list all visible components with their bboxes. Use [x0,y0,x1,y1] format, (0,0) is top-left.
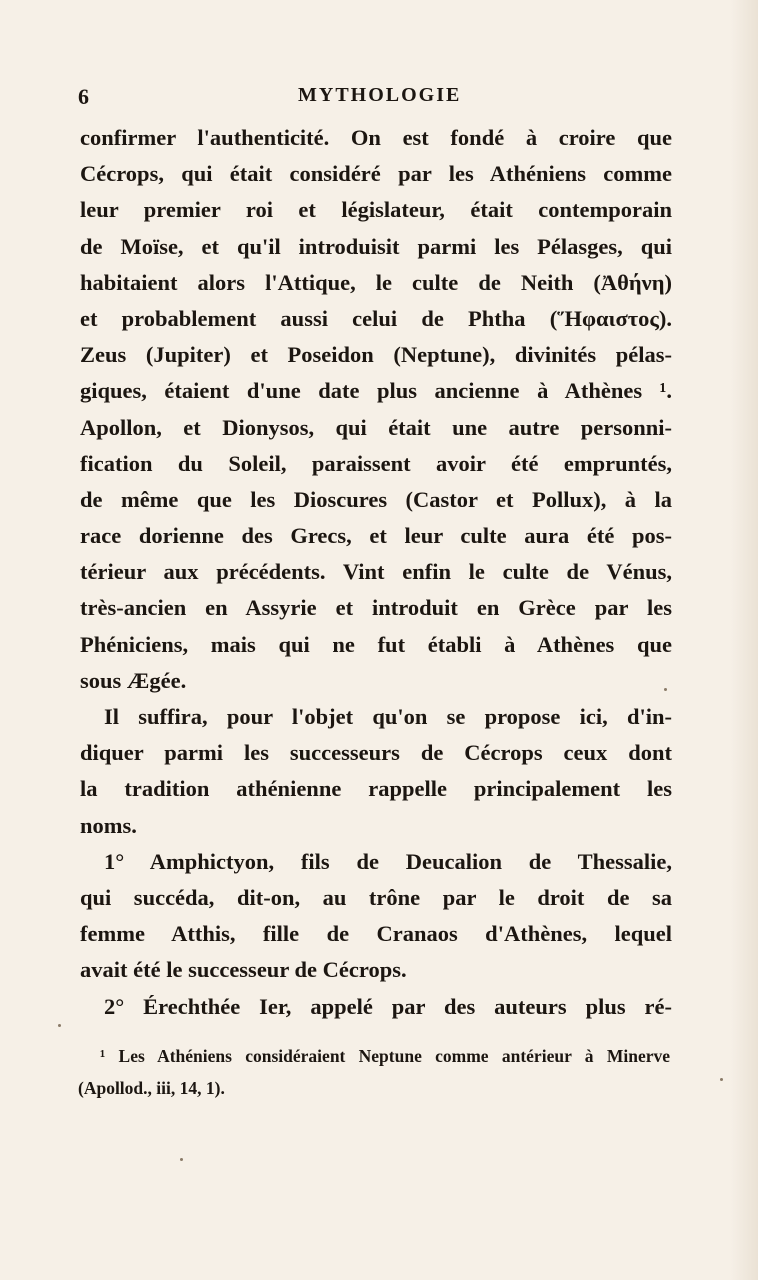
text-line: sous Ægée. [80,667,187,693]
text-line: de Moïse, et qu'il introduisit parmi les Pélasges, qui [80,233,672,259]
text-line: confirmer l'authenticité. On est fondé à croire que [80,125,672,150]
footnote-line: (Apollod., iii, 14, 1). [78,1078,225,1098]
page-number: 6 [78,84,90,109]
text-line: leur premier roi et législateur, était contemporain [80,197,672,223]
footnote-line: ¹ Les Athéniens considéraient Neptune comme antérieur à Minerve [100,1046,670,1066]
text-line: la tradition athénienne rappelle principalement les [80,776,672,802]
paper-speck [180,1158,183,1161]
text-line: 1° Amphictyon, fils de Deucalion de Thessalie, [104,848,672,874]
text-line: Cécrops, qui était considéré par les Athéniens comme [80,161,672,187]
footnote [78,1040,670,1104]
text-line: avait été le successeur de Cécrops. [80,957,407,983]
running-title: MYTHOLOGIE [298,84,462,106]
text-line: femme Atthis, fille de Cranaos d'Athènes, lequel [80,921,672,947]
text-line: diquer parmi les successeurs de Cécrops ceux dont [80,740,672,766]
text-line: 2° Érechthée Ier, appelé par des auteurs plus ré- [104,993,672,1019]
text-line: giques, étaient d'une date plus ancienne à Athènes ¹. [80,378,672,404]
text-line: térieur aux précédents. Vint enfin le culte de Vénus, [80,559,672,585]
text-line: qui succéda, dit-on, au trône par le droit de sa [80,884,672,910]
text-line: très-ancien en Assyrie et introduit en Grèce par les [80,595,672,621]
paper-speck [664,688,667,691]
page-header [0,84,758,114]
paper-speck [720,1078,723,1081]
text-line: fication du Soleil, paraissent avoir été empruntés, [80,450,672,476]
paper-speck [58,1024,61,1027]
text-line: Apollon, et Dionysos, qui était une autre personni- [80,414,672,440]
text-line: race dorienne des Grecs, et leur culte aura été pos- [80,523,672,549]
text-line: et probablement aussi celui de Phtha (Ἥφαιστος). [80,305,672,331]
text-line: Phéniciens, mais qui ne fut établi à Athènes que [80,631,672,657]
text-line: noms. [80,812,137,838]
page-edge-shadow [730,0,758,1280]
text-line: habitaient alors l'Attique, le culte de Neith (Ἀθήνη) [80,269,672,295]
text-line: de même que les Dioscures (Castor et Pollux), à la [80,486,672,512]
text-line: Zeus (Jupiter) et Poseidon (Neptune), divinités pélas- [80,342,672,368]
text-line: Il suffira, pour l'objet qu'on se propose ici, d'in- [104,704,672,729]
body-text [80,120,672,1025]
